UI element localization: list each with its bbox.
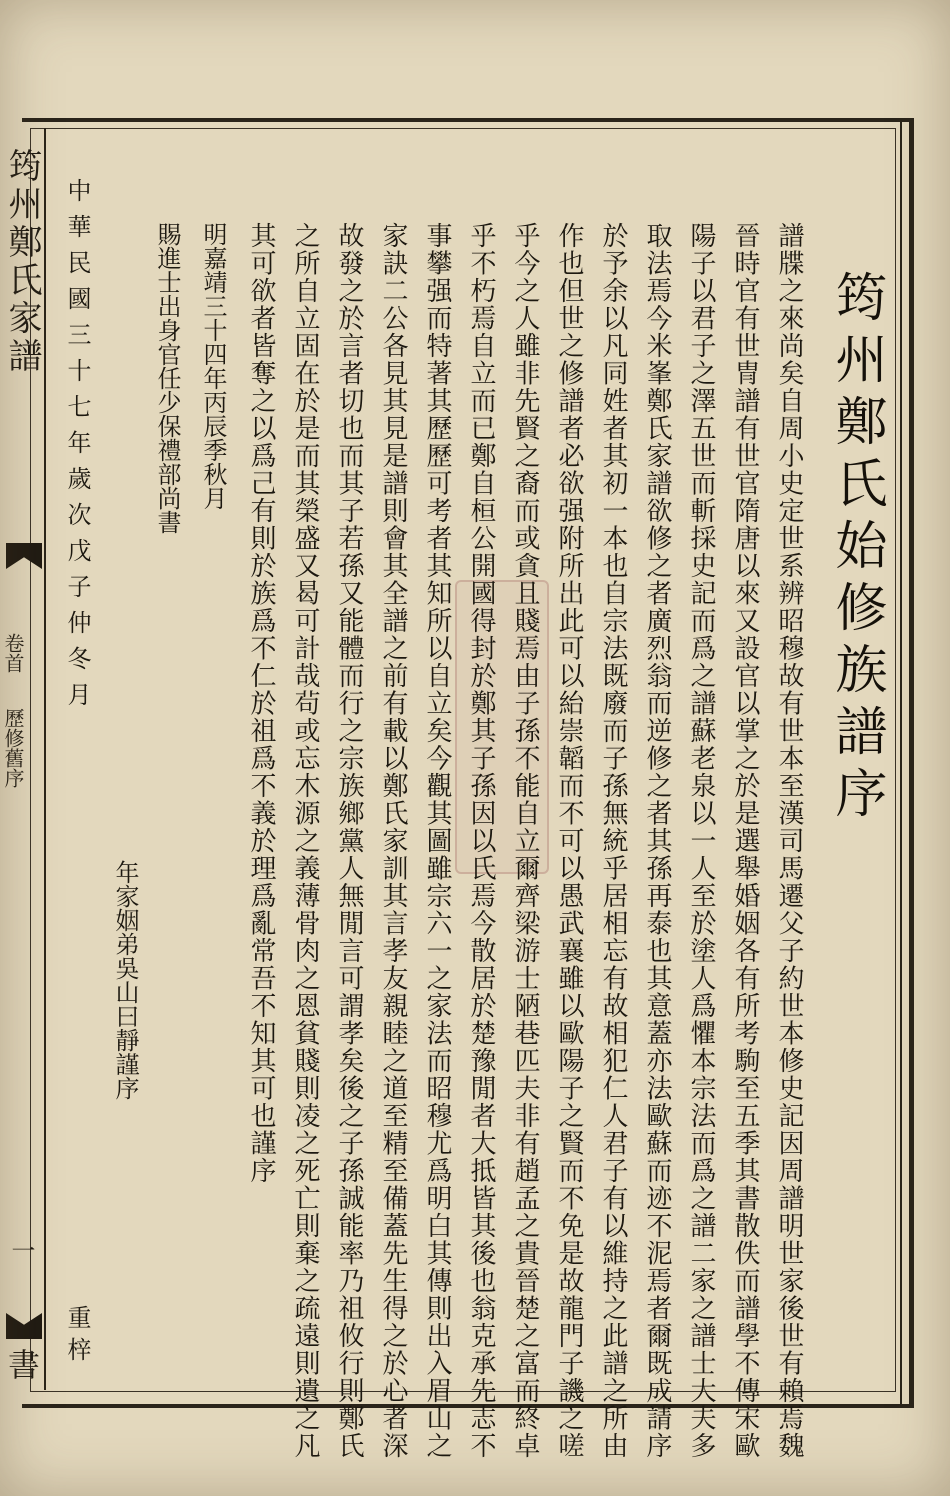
signature-line: 年家姻弟吳山曰靜謹序: [111, 860, 139, 1100]
text-column-9: 事攀强而特著其歷歷可考者其知所以自立矣今觀其圖雖宗六一之家法而昭穆尤爲明白其傳則出入眉山之: [422, 222, 452, 1460]
reprint-label: 重梓: [63, 1305, 91, 1369]
text-column-5: 於予余以凡同姓者其初一本也自宗法既廢而子孫無統乎居相忘有故相犯仁人君子有以維持之此譜之所由: [598, 222, 628, 1460]
spine-section: 歷修舊序: [1, 708, 25, 788]
text-column-2: 晉時官有世冑譜有世官隋唐以來又設官以掌之於是選舉婚姻各有所考駒至五季其書散佚而譜學不傳宋歐: [730, 222, 760, 1460]
spine-volume: 卷首: [1, 633, 25, 673]
fishtail-top-icon: [6, 543, 42, 569]
text-column-7: 乎今之人雖非先賢之裔而或貪且賤焉由子孫不能自立爾齊梁游士陋巷匹夫非有趙孟之貴晉楚之富而終卓: [510, 222, 540, 1460]
text-column-13: 其可欲者皆奪之以爲己有則於族爲不仁於祖爲不義於理爲亂常吾不知其可也謹序: [246, 222, 276, 1185]
text-column-10: 家訣二公各見其見是譜則會其全譜之前有載以鄭氏家訓其言孝友親睦之道至精至備蓋先生得之於心者深: [378, 222, 408, 1460]
date-line: 明嘉靖三十四年丙辰季秋月: [199, 222, 227, 510]
author-line: 賜進士出身官任少保禮部尚書: [153, 222, 181, 534]
text-column-6: 作也但世之修譜者必欲强附所出此可以紿崇韜而不可以愚武襄雖以歐陽子之賢而不免是故龍門子譏之嗟: [554, 222, 584, 1460]
text-column-1: 譜牒之來尚矣自周小史定世系辨昭穆故有世本至漢司馬遷父子約世本修史記因周譜明世家後世有賴焉魏: [774, 222, 804, 1460]
spine-hall-name: 書: [3, 1348, 41, 1384]
text-column-4: 取法焉今米峯鄭氏家譜欲修之者廣烈翁而逆修之者其孫再泰也其意蓋亦法歐蘇而迹不泥焉者爾既成請序: [642, 222, 672, 1460]
spine-page-number: 一: [7, 1238, 35, 1262]
page-spine: [0, 128, 46, 1390]
preface-title: 筠州鄭氏始修族譜序: [826, 270, 886, 828]
text-column-11: 故發之於言者切也而其子若孫又能體而行之宗族鄉黨人無閒言可謂孝矣後之子孫誠能率乃祖攸行則鄭氏: [334, 222, 364, 1460]
reprint-date: 中華民國三十七年歲次戊子仲冬月: [63, 178, 91, 718]
text-column-12: 之所自立固在於是而其榮盛又曷可計哉茍或忘木源之義薄骨肉之恩貧賤則凌之死亡則棄之疏遠則遺之凡: [290, 222, 320, 1460]
text-column-8: 乎不朽焉自立而已鄭自桓公開國得封於鄭其子孫因以氏焉今散居於楚豫閒者大抵皆其後也翁克承先志不: [466, 222, 496, 1460]
right-double-rule: [900, 118, 914, 1404]
spine-book-title: 筠州鄭氏家譜: [2, 148, 42, 376]
fishtail-bottom-icon: [6, 1313, 42, 1339]
text-column-3: 陽子以君子之澤五世而斬採史記而爲之譜蘇老泉以一人至於塗人爲懼本宗法而爲之譜二家之譜士大夫多: [686, 222, 716, 1460]
